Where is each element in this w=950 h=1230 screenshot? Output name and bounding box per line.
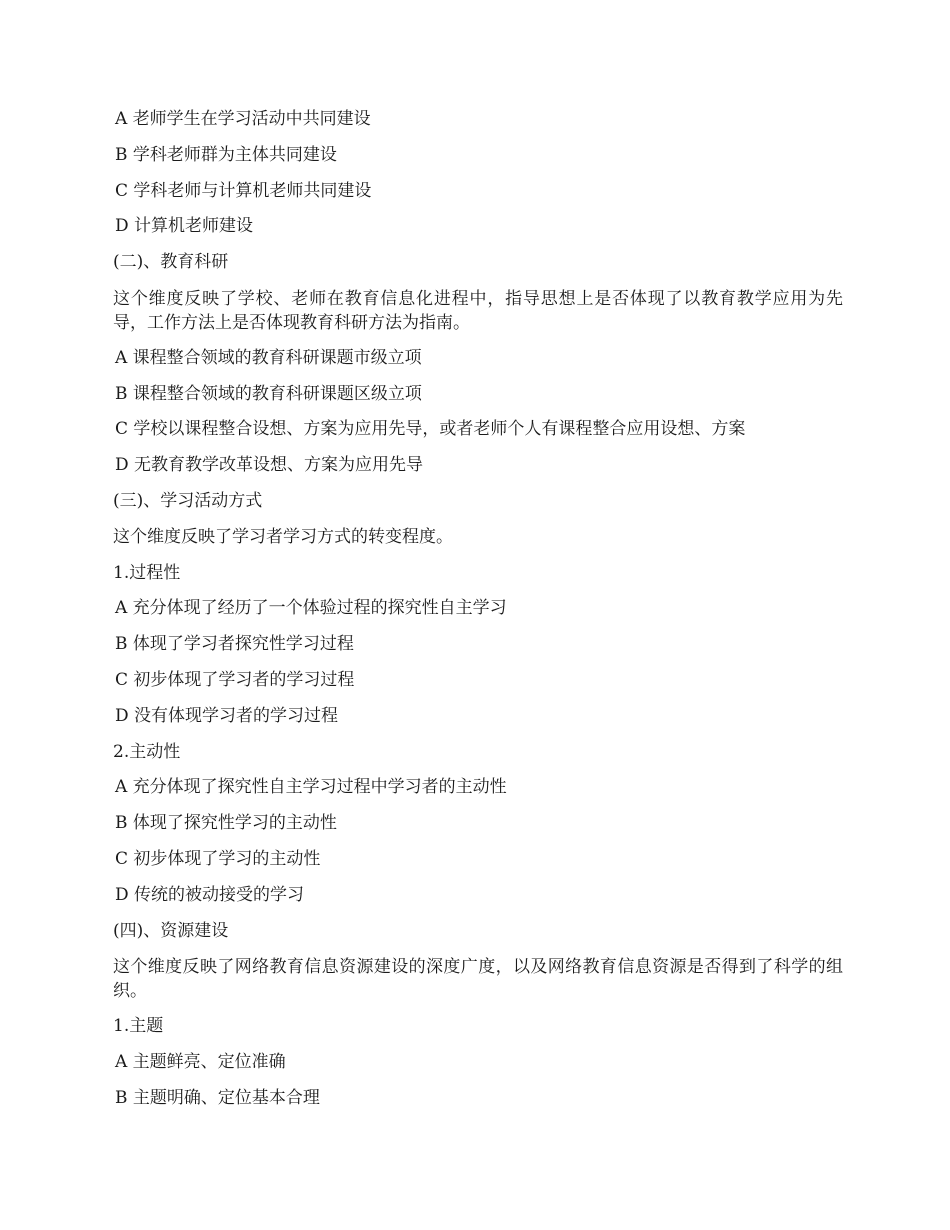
- section-paragraph: 这个维度反映了学校、老师在教育信息化进程中，指导思想上是否体现了以教育教学应用为先导，工作方法上是否体现教育科研方法为指南。: [113, 288, 843, 333]
- section-heading: (二)、教育科研: [113, 252, 229, 273]
- section-paragraph: 这个维度反映了学习者学习方式的转变程度。: [113, 526, 453, 547]
- option-line: A 充分体现了经历了一个体验过程的探究性自主学习: [115, 598, 507, 619]
- option-line: A 主题鲜亮、定位准确: [115, 1051, 286, 1072]
- section-heading: (四)、资源建设: [113, 920, 229, 941]
- subsection-heading: 1.主题: [113, 1016, 164, 1037]
- option-line: C 初步体现了学习者的学习过程: [115, 669, 355, 690]
- subsection-heading: 2.主动性: [113, 741, 181, 762]
- option-line: B 学科老师群为主体共同建设: [115, 144, 337, 165]
- option-line: D 计算机老师建设: [115, 216, 254, 237]
- option-line: A 充分体现了探究性自主学习过程中学习者的主动性: [115, 777, 507, 798]
- option-line: C 学校以课程整合设想、方案为应用先导，或者老师个人有课程整合应用设想、方案: [115, 419, 746, 440]
- option-line: B 主题明确、定位基本合理: [115, 1087, 320, 1108]
- option-line: A 课程整合领域的教育科研课题市级立项: [115, 347, 422, 368]
- document-body: [113, 108, 843, 1123]
- section-heading: (三)、学习活动方式: [113, 490, 263, 511]
- option-line: B 课程整合领域的教育科研课题区级立项: [115, 383, 422, 404]
- option-line: C 学科老师与计算机老师共同建设: [115, 180, 372, 201]
- option-line: B 体现了探究性学习的主动性: [115, 813, 337, 834]
- option-line: A 老师学生在学习活动中共同建设: [115, 109, 371, 129]
- option-line: D 没有体现学习者的学习过程: [115, 705, 339, 726]
- option-line: C 初步体现了学习的主动性: [115, 848, 321, 869]
- option-line: D 传统的被动接受的学习: [115, 884, 305, 905]
- option-line: B 体现了学习者探究性学习过程: [115, 634, 354, 655]
- section-paragraph: 这个维度反映了网络教育信息资源建设的深度广度，以及网络教育信息资源是否得到了科学的组织。: [113, 957, 843, 1002]
- option-line: D 无教育教学改革设想、方案为应用先导: [115, 455, 424, 476]
- subsection-heading: 1.过程性: [113, 562, 181, 583]
